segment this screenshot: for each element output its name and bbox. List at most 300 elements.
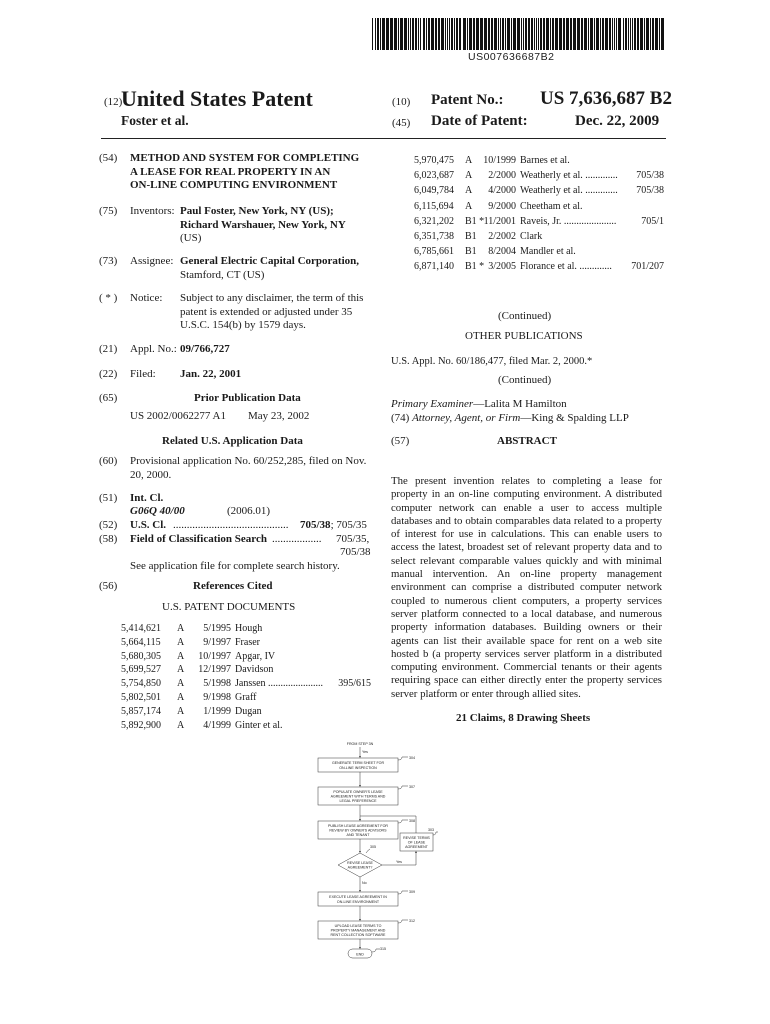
citation-date: 5/1995: [203, 623, 231, 634]
assignee-label: Assignee:: [130, 255, 174, 267]
abstract-code: (57): [391, 435, 410, 447]
citation-kind: B1 *: [465, 215, 485, 227]
notice-label: Notice:: [130, 292, 163, 304]
assignee-code: (73): [99, 255, 118, 267]
barcode-bar: [377, 18, 379, 50]
flow-box-1-text: ON-LINE INSPECTION: [339, 766, 377, 770]
citation-number: 6,351,738: [414, 231, 454, 242]
barcode-bar: [386, 18, 389, 50]
barcode-bar: [418, 18, 419, 50]
appl-code: (21): [99, 343, 118, 355]
citation-row: [414, 200, 664, 213]
citation-kind: A: [465, 170, 473, 182]
barcode-bar: [451, 18, 453, 50]
leader-line: [372, 949, 380, 952]
barcode-bar: [415, 18, 417, 50]
citation-kind: A: [177, 623, 185, 634]
assignee-value: [180, 255, 359, 282]
barcode-bar: [550, 18, 551, 50]
barcode-bar: [375, 18, 376, 50]
flow-decision-yes: Yes: [396, 860, 402, 864]
citation-number: 5,680,305: [121, 650, 161, 662]
leader-line: [398, 920, 408, 923]
barcode-bar: [467, 18, 468, 50]
citation-name: Barnes et al.: [520, 155, 570, 166]
citation-name: Ginter et al.: [235, 719, 283, 731]
filed-code: (22): [99, 368, 118, 380]
citation-number: 5,802,501: [121, 692, 161, 703]
barcode-bar: [616, 18, 617, 50]
citation-kind: A: [177, 664, 185, 676]
citation-kind: A: [177, 636, 185, 648]
barcode-bar: [594, 18, 595, 50]
flow-box-2-text: POPULATE OWNER'S LEASE: [333, 790, 383, 794]
citation-number: 6,023,687: [414, 170, 454, 182]
barcode-bar: [632, 18, 633, 50]
citation-number: 5,970,475: [414, 155, 454, 166]
assignee-line: Stamford, CT (US): [180, 268, 265, 281]
int-cl-version: (2006.01): [227, 505, 271, 517]
barcode-bar: [400, 18, 403, 50]
field-search-code: (58): [99, 533, 118, 545]
citation-row: [121, 719, 371, 732]
filed-date: Jan. 22, 2001: [180, 368, 242, 380]
barcode-bar: [625, 18, 627, 50]
citation-date: 2/2000: [488, 170, 516, 182]
flow-box-1-text: GENERATE TERM SHEET FOR: [331, 761, 385, 765]
title-line: A LEASE FOR REAL PROPERTY IN AN: [130, 165, 331, 178]
citation-kind: A: [177, 705, 185, 717]
barcode-bar: [605, 18, 608, 50]
citation-date: 5/1998: [203, 678, 231, 690]
barcode-bar: [552, 18, 554, 50]
leader-line: [398, 786, 408, 789]
flow-box-3-text: AND TENANT: [346, 833, 370, 837]
barcode-bar: [382, 18, 385, 50]
representative-drawing: [300, 738, 440, 966]
barcode-bar: [618, 18, 621, 50]
citation-date: 10/1999: [483, 155, 516, 166]
patent-number: US 7,636,687 B2: [540, 88, 672, 109]
citation-name: Raveis, Jr. .....................: [520, 215, 617, 227]
barcode-bar: [423, 18, 425, 50]
barcode-bar: [511, 18, 512, 50]
citation-date: 9/1997: [203, 636, 231, 648]
barcode-bar: [531, 18, 533, 50]
int-cl-code: (51): [99, 492, 118, 504]
date-label: Date of Patent:: [431, 113, 528, 129]
citation-name: Apgar, IV: [235, 650, 276, 662]
barcode-bar: [380, 18, 381, 50]
citation-row: [121, 691, 371, 704]
citation-kind: A: [465, 155, 473, 166]
inventor-line-1: Paul Foster, New York, NY (US);: [180, 205, 334, 217]
barcode-bar: [609, 18, 611, 50]
citation-kind: B1: [465, 246, 477, 258]
citation-name: Clark: [520, 231, 543, 242]
citation-row: [121, 636, 371, 649]
flow-side-box-text: AGREEMENT: [405, 845, 428, 849]
ref-305: 305: [370, 845, 376, 849]
flow-side-box-text: OF LEASE: [407, 840, 426, 845]
citation-number: 6,115,694: [414, 200, 454, 212]
barcode-bar: [454, 18, 455, 50]
citation-row: [121, 622, 371, 635]
barcode-bar: [431, 18, 434, 50]
other-pub-1: U.S. Appl. No. 60/186,477, filed Mar. 2, 2000.*: [391, 356, 593, 367]
barcode-bar: [623, 18, 624, 50]
field-search-value-1: 705/35,: [336, 533, 370, 545]
us-cl-value: 705/38; 705/35: [300, 519, 367, 531]
barcode-bar: [394, 18, 397, 50]
barcode-bar: [410, 18, 411, 50]
citation-date: 9/1998: [203, 692, 231, 703]
us-cl-code: (52): [99, 519, 118, 531]
barcode-bar: [614, 18, 615, 50]
flow-decision-text: REVISE LEASE: [347, 861, 373, 865]
barcode-bar: [473, 18, 475, 50]
barcode-bar: [476, 18, 479, 50]
ref-308: 308: [409, 819, 415, 823]
barcode-bar: [412, 18, 414, 50]
barcode-bar: [521, 18, 522, 50]
citation-row: [414, 245, 664, 258]
citation-row: [121, 650, 371, 663]
barcode-bar: [543, 18, 545, 50]
prior-pub-code: (65): [99, 392, 118, 404]
prior-pub-date: May 23, 2002: [248, 410, 310, 422]
barcode-bar: [538, 18, 539, 50]
citation-kind: B1 *: [465, 261, 485, 273]
citation-name: Davidson: [235, 664, 274, 676]
barcode-bar: [484, 18, 487, 50]
notice-code: ( * ): [99, 292, 118, 304]
barcode-bar: [459, 18, 461, 50]
barcode-bar: [372, 18, 373, 50]
examiner: Primary Examiner—Lalita M Hamilton: [391, 398, 567, 410]
barcode-bar: [507, 18, 510, 50]
citation-row: [414, 215, 664, 228]
field-search-value-2: 705/38: [340, 546, 371, 558]
barcode-bar: [469, 18, 472, 50]
barcode-bar: [536, 18, 537, 50]
barcode-bar: [581, 18, 583, 50]
barcode-bar: [590, 18, 593, 50]
citation-date: 8/2004: [488, 246, 516, 258]
flow-yes-label: Yes: [362, 750, 368, 754]
related-line: Provisional application No. 60/252,285, filed on Nov.: [130, 455, 367, 467]
inventors-code: (75): [99, 205, 118, 217]
flow-box-5-text: PROPERTY MANAGEMENT AND: [330, 928, 386, 933]
citation-name: Florance et al. .............: [520, 261, 612, 273]
barcode-bar: [634, 18, 636, 50]
barcode-bar: [426, 18, 427, 50]
header-divider: [101, 138, 666, 139]
citation-date: 4/1999: [203, 719, 231, 731]
continued-label-1: (Continued): [498, 310, 552, 322]
ref-303: 303: [428, 828, 434, 832]
citation-number: 5,892,900: [121, 719, 161, 731]
citation-date: 3/2005: [488, 261, 516, 273]
citation-name: Graff: [235, 692, 257, 703]
barcode-bar: [463, 18, 466, 50]
citation-name: Dugan: [235, 705, 262, 717]
barcode-bar: [525, 18, 527, 50]
citation-date: 9/2000: [488, 200, 516, 212]
barcode-bar: [612, 18, 613, 50]
barcode-bar: [408, 18, 409, 50]
citation-row: [414, 230, 664, 243]
leader-line: [433, 832, 438, 835]
barcode-bar: [498, 18, 499, 50]
leader-line: [398, 757, 408, 760]
claims-summary: 21 Claims, 8 Drawing Sheets: [456, 712, 591, 724]
barcode-bar: [630, 18, 631, 50]
citation-number: 6,321,202: [414, 215, 454, 227]
assignee-line: General Electric Capital Corporation,: [180, 255, 360, 267]
flowchart-svg: [300, 738, 440, 966]
barcode-bar: [491, 18, 493, 50]
barcode-bar: [640, 18, 643, 50]
flow-end-text: END: [356, 952, 364, 957]
inventors-list: [180, 205, 346, 246]
citation-row: [121, 663, 371, 676]
refs-code: (56): [99, 580, 118, 592]
barcode-bar: [428, 18, 430, 50]
inventors-label: Inventors:: [130, 205, 175, 217]
leader-line: [398, 820, 408, 823]
citation-date: 11/2001: [483, 215, 516, 227]
citation-name: Mandler et al.: [520, 246, 576, 258]
related-code: (60): [99, 455, 118, 467]
barcode-bar: [447, 18, 448, 50]
citation-class: 705/1: [641, 215, 664, 227]
barcode-bar: [445, 18, 446, 50]
ref-304: 304: [409, 756, 415, 760]
barcode-bar: [438, 18, 440, 50]
flow-box-5-text: UPLOAD LEASE TERMS TO: [334, 924, 382, 928]
citation-name: Janssen ......................: [235, 678, 324, 690]
notice-line: Subject to any disclaimer, the term of this: [180, 292, 364, 304]
notice-line: patent is extended or adjusted under 35: [180, 305, 353, 318]
field-search-label: Field of Classification Search: [130, 533, 267, 545]
flow-box-2-text: AGREEMENT WITH TERMS AND: [330, 794, 386, 799]
int-cl-label: Int. Cl.: [130, 492, 164, 504]
title-code: (54): [99, 152, 118, 164]
barcode-bar: [456, 18, 458, 50]
barcode-bar: [659, 18, 660, 50]
notice-text: [180, 292, 370, 333]
title-line: ON-LINE COMPUTING ENVIRONMENT: [130, 179, 338, 191]
filed-label: Filed:: [130, 368, 156, 380]
appl-label: Appl. No.:: [130, 343, 177, 355]
barcode-bar: [534, 18, 535, 50]
barcode-bar: [505, 18, 506, 50]
barcode-bar: [528, 18, 530, 50]
citation-date: 10/1997: [198, 650, 231, 662]
barcode-bar: [588, 18, 589, 50]
barcode-bar: [523, 18, 524, 50]
patent-no-label: Patent No.:: [431, 92, 504, 108]
barcode-bar: [398, 18, 399, 50]
barcode-bar: [513, 18, 516, 50]
barcode-bar: [546, 18, 549, 50]
attorney: (74) Attorney, Agent, or Firm—King & Spalding LLP: [391, 412, 629, 424]
leader-line: [398, 891, 408, 894]
citation-date: 2/2002: [488, 231, 516, 242]
refs-heading: References Cited: [193, 580, 273, 592]
citation-row: [121, 705, 371, 718]
barcode-bar: [480, 18, 483, 50]
barcode-bar: [628, 18, 629, 50]
patent-country-title: United States Patent: [121, 86, 313, 111]
citation-date: 4/2000: [488, 185, 516, 197]
barcode-bar: [449, 18, 450, 50]
barcode-bar: [644, 18, 645, 50]
citation-kind: B1: [465, 231, 477, 242]
int-cl-class: G06Q 40/00: [130, 505, 185, 517]
date-code: (45): [392, 117, 411, 129]
citation-number: 6,049,784: [414, 185, 454, 197]
flow-decision-no: No: [362, 881, 367, 885]
citation-row: [414, 169, 664, 182]
leader-line: [366, 849, 370, 853]
citation-number: 5,857,174: [121, 705, 161, 717]
abstract-heading: ABSTRACT: [497, 435, 557, 447]
flow-box-3-text: REVIEW BY OWNER'S ADVISORS: [329, 828, 387, 833]
citation-name: Hough: [235, 623, 263, 634]
barcode-bar: [646, 18, 649, 50]
citation-name: Fraser: [235, 636, 260, 648]
flow-box-4-text: EXECUTE LEASE AGREEMENT IN: [329, 895, 387, 899]
barcode-graphic: [372, 18, 666, 50]
barcode-bar: [602, 18, 604, 50]
citation-date: 1/1999: [203, 705, 231, 717]
citation-date: 12/1997: [198, 664, 231, 676]
citation-number: 6,871,140: [414, 261, 454, 273]
refs-subheading: U.S. PATENT DOCUMENTS: [162, 601, 296, 613]
us-cl-label: U.S. Cl.: [130, 519, 167, 531]
date-of-patent: Dec. 22, 2009: [575, 113, 660, 129]
ref-307: 307: [409, 785, 415, 789]
citation-number: 5,414,621: [121, 623, 161, 634]
other-pubs-heading: OTHER PUBLICATIONS: [465, 330, 583, 342]
flow-box-4-text: ON-LINE ENVIRONMENT: [336, 900, 380, 904]
barcode-bar: [566, 18, 569, 50]
citation-row: [414, 260, 664, 273]
citation-name: Cheetham et al.: [520, 200, 583, 212]
appl-number: 09/766,727: [180, 343, 230, 355]
barcode-bar: [488, 18, 490, 50]
barcode-bar: [502, 18, 504, 50]
inventor-line-2: Richard Warshauer, New York, NY: [180, 218, 346, 231]
flow-start-label: FROM STEP 3N: [346, 742, 374, 746]
citation-name: Weatherly et al. .............: [520, 185, 618, 197]
related-line: 20, 2000.: [130, 468, 172, 481]
citation-class: 395/615: [338, 678, 371, 690]
barcode-bar: [563, 18, 565, 50]
barcode-bar: [577, 18, 580, 50]
flow-box-3-text: PUBLISH LEASE AGREEMENT FOR: [327, 824, 389, 828]
citation-row: [121, 677, 371, 690]
barcode-bar: [517, 18, 520, 50]
related-text: [130, 455, 370, 482]
flow-box-5-text: RENT COLLECTION SOFTWARE: [330, 933, 386, 937]
citation-kind: A: [465, 200, 473, 212]
citation-number: 5,699,527: [121, 664, 161, 676]
citation-number: 5,664,115: [121, 636, 161, 648]
barcode-bar: [435, 18, 437, 50]
barcode-bar: [494, 18, 497, 50]
barcode-bar: [600, 18, 601, 50]
citation-number: 6,785,661: [414, 246, 454, 258]
barcode-bar: [570, 18, 572, 50]
flow-box-2-text: LEGAL PREFERENCE: [339, 799, 377, 803]
flow-decision-text: AGREEMENT?: [347, 865, 373, 870]
citation-class: 705/38: [636, 185, 664, 197]
field-search-dots: ..................: [272, 533, 322, 545]
barcode-bar: [540, 18, 542, 50]
barcode-bar: [652, 18, 654, 50]
prior-pub-number: US 2002/0062277 A1: [130, 410, 226, 422]
citation-kind: A: [177, 719, 185, 731]
citation-class: 705/38: [636, 170, 664, 182]
barcode: [372, 18, 666, 50]
kind-code: (12): [104, 96, 123, 108]
inventors-short: Foster et al.: [121, 113, 189, 128]
citation-kind: A: [177, 678, 185, 690]
related-heading: Related U.S. Application Data: [162, 435, 303, 447]
barcode-bar: [559, 18, 562, 50]
barcode-bar: [637, 18, 639, 50]
citation-number: 5,754,850: [121, 678, 161, 690]
ref-315: 315: [380, 947, 386, 951]
barcode-bar: [500, 18, 501, 50]
ref-312: 312: [409, 919, 415, 923]
citation-row: [414, 154, 664, 167]
citation-kind: A: [465, 185, 473, 197]
barcode-bar: [555, 18, 558, 50]
invention-title: [130, 152, 359, 193]
barcode-bar: [596, 18, 599, 50]
barcode-bar: [661, 18, 664, 50]
citation-row: [414, 184, 664, 197]
ref-309: 309: [409, 890, 415, 894]
barcode-bar: [584, 18, 587, 50]
us-cl-dots: ..........................................: [173, 519, 289, 531]
notice-line: U.S.C. 154(b) by 1579 days.: [180, 319, 306, 331]
inventor-line-3: (US): [180, 232, 202, 244]
prior-pub-heading: Prior Publication Data: [194, 392, 301, 404]
title-line: METHOD AND SYSTEM FOR COMPLETING: [130, 152, 360, 164]
barcode-bar: [650, 18, 651, 50]
citation-name: Weatherly et al. .............: [520, 170, 618, 182]
barcode-bar: [404, 18, 407, 50]
patent-no-code: (10): [392, 96, 411, 108]
citation-kind: A: [177, 650, 185, 662]
continued-label-2: (Continued): [498, 374, 552, 386]
barcode-bar: [655, 18, 658, 50]
barcode-bar: [441, 18, 444, 50]
field-search-note: See application file for complete search history.: [130, 560, 340, 572]
barcode-bar: [420, 18, 421, 50]
citation-class: 701/207: [631, 261, 664, 273]
barcode-number: US007636687B2: [468, 51, 555, 63]
barcode-bar: [390, 18, 393, 50]
barcode-bar: [573, 18, 576, 50]
abstract-body: The present invention relates to completing a lease for property in an on-line computing environment. A distributed computer network can enable a user to access multiple databases and to obtain comparables data related to a property of interest for use in calculations. This can enable users to access the latest, broadest set of relevant property data and to select relevant comparable values quickly and with minimal manual intervention. An on-line property management environment can comprise a distributed computer network coupled to numerous client computers, a property services server platform connected to a local database, and numerous property information databases. Building owners or their agents can list their available space for rent on a web site hosted b (a property services server platform in a distributed computing environment. Commercial tenants or their agents requiring space can either directly enter the property services server platform or enter through allied sites.: [391, 475, 662, 700]
citation-kind: A: [177, 692, 185, 703]
